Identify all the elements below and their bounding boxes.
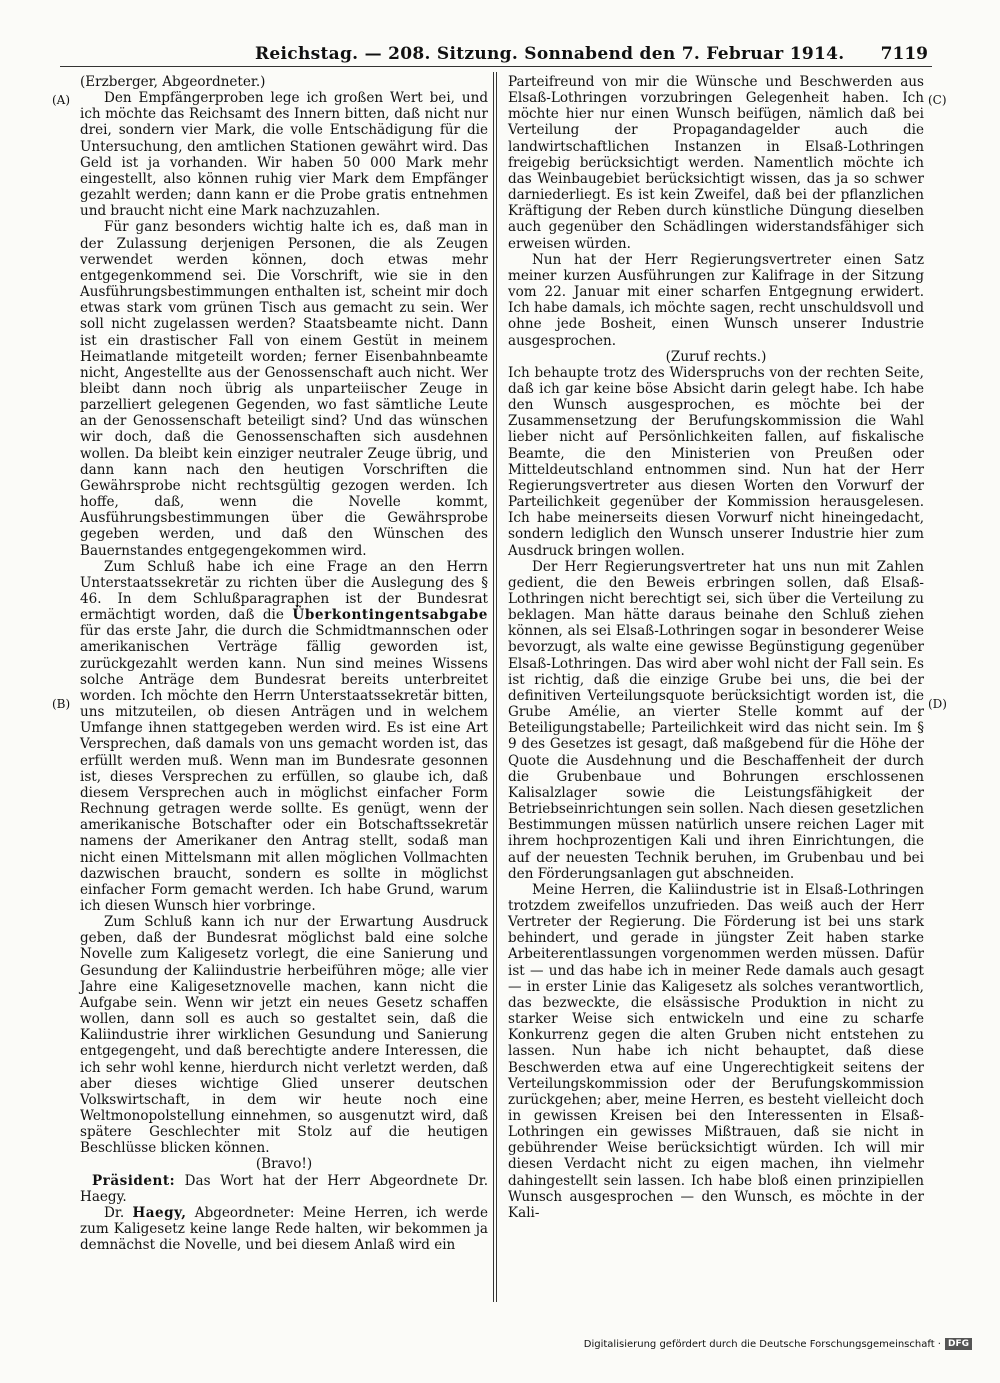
paragraph: Ich behaupte trotz des Widerspruchs von der rechten Seite, daß ich gar keine böse Absicht darin gelegt habe. Ich habe den Wunsch ausgesprochen, es möchte bei der Zusammensetzung der Berufungskommission die Wahl lieber nicht auf Persönlichkeiten fallen, auf fiskalische Beamte, die den Ministerien von Preußen oder Mitteldeutschland entnommen sind. Nun hat der Herr Regierungsvertreter aus diesen Worten den Vorwurf der Parteilichkeit gegenüber der Kommission herausgelesen. Ich habe meinerseits diesen Vorwurf nicht hineingedacht, sondern lediglich den Wunsch unserer Industrie hier zum Ausdruck bringen wollen. [508,364,924,559]
paragraph: Meine Herren, die Kaliindustrie ist in Elsaß-Lothringen trotzdem zweifellos unzufrieden. Das weiß auch der Herr Vertreter der Regierung. Die Förderung ist bei uns stark behindert, und gerade in jüngster Zeit haben starke Arbeiterentlassungen vorgenommen werden müssen. Dafür ist — und das habe ich in meiner Rede damals auch gesagt — in erster Linie das Kaligesetz als solches verantwortlich, das bezweckte, die elsässische Produktion in nicht zu starker Weise sich entwickeln und eine zu scharfe Konkurrenz gegen die alten Gruben nicht entstehen zu lassen. Nun habe ich nicht behauptet, daß diese Beschwerden etwa auf eine Ungerechtigkeit seitens der Verteilungskommission oder der Berufungskommission zurückgehen; aber, meine Herren, es besteht vielleicht doch in gewissen Kreisen bei den Interessenten in Elsaß-Lothringen ein gewisses Mißtrauen, daß sie nicht in gebührender Weise berücksichtigt würden. Ich will mir diesen Verdacht nicht zu eigen machen, ihn vielmehr dahingestellt sein lassen. Ich habe bloß einen prinzipiellen Wunsch ausgesprochen — den Wunsch, es möchte in der Kali- [508,881,924,1221]
paragraph: Nun hat der Herr Regierungsvertreter einen Satz meiner kurzen Ausführungen zur Kalifrage in der Sitzung vom 22. Januar mit einer scharfen Entgegnung erwidert. Ich habe damals, ich möchte sagen, recht unschuldsvoll und ohne jede Bosheit, einen Wunsch unserer Industrie ausgesprochen. [508,251,924,349]
speaker-attribution: (Erzberger, Abgeordneter.) [80,74,266,90]
speaker-name: Haegy, [132,1204,187,1221]
digitization-credit [584,1338,972,1350]
margin-mark-a: (A) [52,93,71,107]
right-column [508,74,924,1221]
paragraph: Zum Schluß kann ich nur der Erwartung Ausdruck geben, daß der Bundesrat möglichst bald eine solche Novelle zum Kaligesetz vorlegt, die eine Sanierung und Gesundung der Kaliindustrie herbeiführen möge; alle vier Jahre eine Kaligesetznovelle machen, kann nicht die Aufgabe sein. Wenn wir jetzt ein neues Gesetz schaffen wollen, dann soll es auch so gestaltet sein, daß die Kaliindustrie ihrer wirklichen Gesundung und Sanierung entgegengeht, und daß berechtigte andere Interessen, die ich sehr wohl kenne, hierdurch nicht verletzt werden, daß aber dieses wichtige Glied unserer deutschen Volkswirtschaft, in dem wir heute noch eine Weltmonopolstellung einnehmen, so ausgenutzt wird, daß spätere Geschlechter mit Stolz auf die heutigen Beschlüsse blicken können. [80,914,488,1157]
header-rule [60,66,932,67]
margin-mark-d: (D) [928,697,947,711]
president-text: Das Wort hat der Herr Abgeordnete Dr. Haegy. [80,1172,489,1205]
speaker-statement [80,1205,488,1253]
speaker-text: Abgeordneter: Meine Herren, ich werde zum Kaligesetz keine lange Rede halten, wir bekommen ja demnächst die Novelle, und bei diesem Anlaß wird ein [80,1204,488,1254]
interjection-zuruf: (Zuruf rechts.) [665,348,767,365]
footer-text: Digitalisierung gefördert durch die Deutsche Forschungsgemeinschaft · [583,1339,941,1350]
president-statement [80,1173,488,1205]
left-column [80,74,488,1253]
paragraph: Für ganz besonders wichtig halte ich es, daß man in der Zulassung derjenigen Personen, die als Zeugen verwendet werden können, doch etwas mehr entgegenkommend sei. Die Vorschrift, wie sie in den Ausführungsbestimmungen enthalten ist, scheint mir doch etwas stark vom grünen Tisch aus gemacht zu sein. Wer soll nicht zugelassen werden? Staatsbeamte nicht. Dann ist ein drastischer Fall von einem Gestüt in meinem Heimatlande mitgeteilt worden; ferner Eisenbahnbeamte nicht, Angestellte aus der Genossenschaft auch nicht. Wer bleibt dann noch übrig als unparteiischer Zeuge in parzelliert gelegenen Gegenden, wo fast sämtliche Leute an der Genossenschaft beteiligt sind? Und das wünschen wir doch, daß die Genossenschaften sich ausdehnen wollen. Da bleibt kein einziger neutraler Zeuge übrig, und dann kann nach den heutigen Vorschriften die Gewährsprobe nicht rechtsgültig gezogen werden. Ich hoffe, daß, wenn die Novelle kommt, Ausführungsbestimmungen über die Gewährsprobe gegeben werden, und daß den Wünschen des Bauernstandes entgegengekommen wird. [80,219,488,559]
page-header [60,40,940,66]
interjection-bravo: (Bravo!) [255,1156,313,1173]
paragraph: Parteifreund von mir die Wünsche und Beschwerden aus Elsaß-Lothringen vorzubringen Gelegenheit haben. Ich möchte hier nur einen Wunsch beifügen, nämlich daß bei Verteilung der Propagandagelder auch die landwirtschaftlichen Instanzen in Elsaß-Lothringen freigebig berücksichtigt werden. Namentlich möchte ich das Weinbaugebiet berücksichtigt wissen, das ja so schwer darniederliegt. Es ist kein Zweifel, daß bei der pflanzlichen Kräftigung der Reben durch künstliche Düngung dieselben auch gegenüber den Schädlingen widerstandsfähiger sich erweisen würden. [508,74,924,252]
header-title: Reichstag. — 208. Sitzung. Sonnabend den 7. Februar 1914. [255,44,845,64]
margin-mark-c: (C) [928,93,947,107]
column-divider [493,72,497,1302]
speaker-prefix: Dr. [104,1204,125,1221]
emphasized-term: Überkontingentsabgabe [292,607,488,624]
paragraph: Den Empfängerproben lege ich großen Wert bei, und ich möchte das Reichsamt des Innern bitten, daß nicht nur drei, sondern vier Mark, die volle Entschädigung für die Untersuchung, den amtlichen Stationen gewährt wird. Das Geld ist ja vorhanden. Wir haben 50 000 Mark mehr eingestellt, also können ruhig vier Mark dem Empfänger gezahlt werden; dann kann er die Probe gratis entnehmen und braucht nicht eine Mark nachzuzahlen. [80,90,488,220]
paragraph: Zum Schluß habe ich eine Frage an den Herrn Unterstaatssekretär zu richten über die Auslegung des § 46. In dem Schlußparagraphen ist der Bundesrat ermächtigt worden, daß die Überkontingentsabgabe für das erste Jahr, die durch die Schmidtmannschen oder amerikanischen Verträge fällig geworden ist, zurückgezahlt werden kann. Nun sind meines Wissens solche Anträge dem Bundesrat bereits unterbreitet worden. Ich möchte den Herrn Unterstaatssekretär bitten, uns mitzuteilen, ob diesen Anträgen und in welchem Umfange ihnen stattgegeben werden wird. Es ist eine Art Versprechen, daß damals von uns gemacht worden ist, das erfüllt werden muß. Wenn man im Bundesrate gesonnen ist, dieses Versprechen zu erfüllen, so glaube ich, daß diesem Versprechen auch in möglichst einfacher Form Rechnung getragen werde sollte. Es genügt, wenn der amerikanische Botschafter oder ein Botschaftssekretär namens der Amerikaner den Antrag stellt, sodaß man nicht einen Mittelsmann mit allen möglichen Vollmachten dazwischen braucht, sondern es sollte in möglichst einfacher Form gemacht werden. Ich habe Grund, warum ich diesen Wunsch hier vorbringe. [80,558,488,914]
president-label: Präsident: [92,1172,176,1189]
dfg-logo: DFG [945,1338,972,1350]
margin-mark-b: (B) [52,697,71,711]
page-number: 7119 [880,44,928,64]
paragraph: Der Herr Regierungsvertreter hat uns nun mit Zahlen gedient, die den Beweis erbringen sollen, daß Elsaß-Lothringen nicht berechtigt sei, sich über die Verteilung zu beklagen. Man hätte daraus beinahe den Schluß ziehen können, als sei Elsaß-Lothringen sogar in besonderer Weise bevorzugt, als walte eine gewisse Begünstigung gegenüber Elsaß-Lothringen. Das wird aber wohl nicht der Fall sein. Es ist richtig, daß die einzige Grube bei uns, die bei der definitiven Verteilungsquote berücksichtigt worden ist, die Grube Amélie, an vierter Stelle kommt auf der Beteiligungstabelle; Parteilichkeit wird das nicht sein. Im § 9 des Gesetzes ist gesagt, daß maßgebend für die Höhe der Quote die Ausdehnung und die Beschaffenheit der durch die Grubenbaue und Bohrungen erschlossenen Kalisalzlager sowie die Leistungsfähigkeit der Betriebseinrichtungen sein sollen. Nach diesen gesetzlichen Bestimmungen müssen natürlich unsere reichen Lager mit ihrem hochprozentigen Kali und ihren Einrichtungen, die auf der neuesten Technik beruhen, im Grubenbau und bei den Förderungsanlagen gut abschneiden. [508,558,924,882]
